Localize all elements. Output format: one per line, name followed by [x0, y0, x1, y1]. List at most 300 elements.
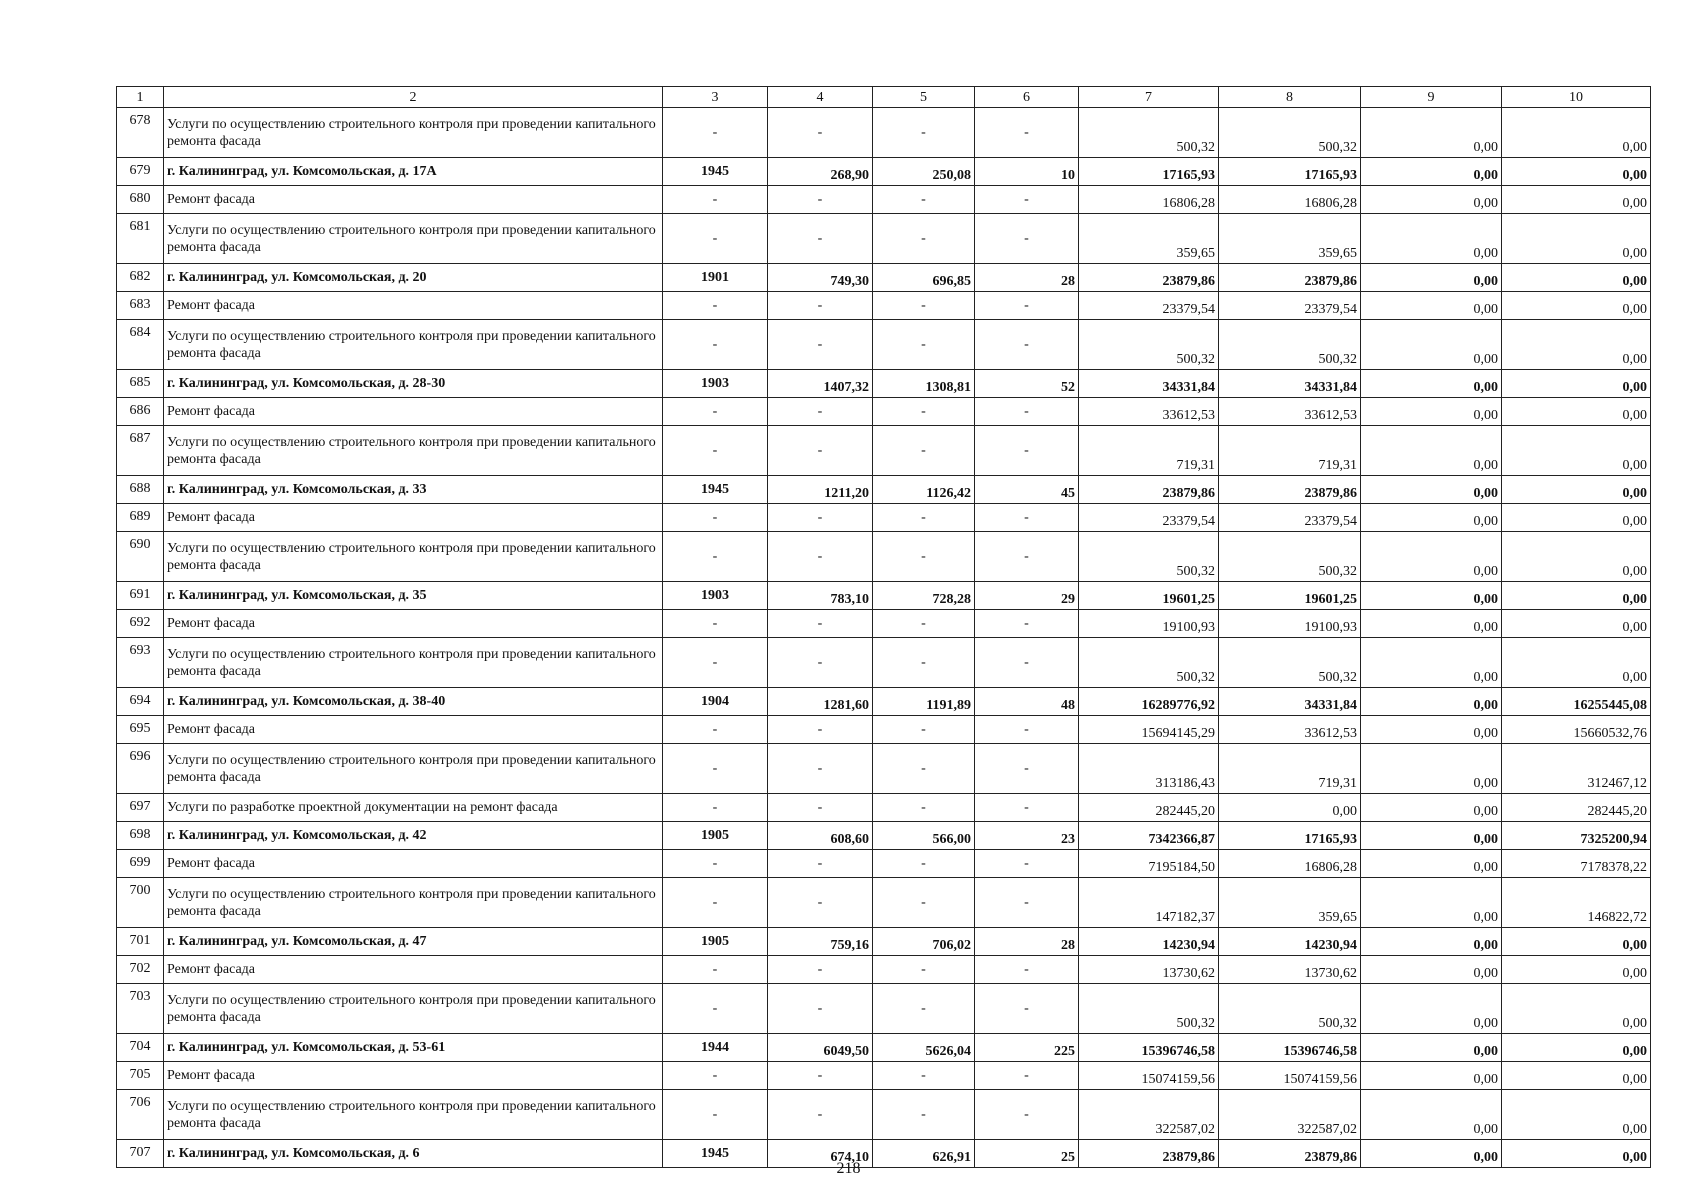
- item-name-cell: Ремонт фасада: [164, 186, 663, 214]
- value-cell-c9: 0,00: [1361, 108, 1502, 158]
- value-cell-c9: 0,00: [1361, 398, 1502, 426]
- value-cell-c3: -: [663, 744, 768, 794]
- value-cell-c10: 16255445,08: [1502, 688, 1651, 716]
- value-cell-c6: -: [975, 794, 1079, 822]
- table-row: [117, 292, 1651, 320]
- value-cell-c3: 1945: [663, 1140, 768, 1168]
- value-cell-c9: 0,00: [1361, 610, 1502, 638]
- value-cell-c3: -: [663, 716, 768, 744]
- value-cell-c9: 0,00: [1361, 850, 1502, 878]
- header-cell: 10: [1502, 87, 1651, 108]
- row-number-cell: 695: [117, 716, 164, 744]
- value-cell-c7: 313186,43: [1079, 744, 1219, 794]
- value-cell-c4: -: [768, 984, 873, 1034]
- table-row: [117, 320, 1651, 370]
- value-cell-c5: 728,28: [873, 582, 975, 610]
- item-name-cell: Ремонт фасада: [164, 292, 663, 320]
- value-cell-c3: 1903: [663, 582, 768, 610]
- value-cell-c10: 0,00: [1502, 426, 1651, 476]
- table-row: [117, 1090, 1651, 1140]
- item-name-cell: Услуги по осуществлению строительного контроля при проведении капитального ремонта фасада: [164, 426, 663, 476]
- value-cell-c5: 566,00: [873, 822, 975, 850]
- value-cell-c9: 0,00: [1361, 532, 1502, 582]
- value-cell-c6: -: [975, 398, 1079, 426]
- value-cell-c4: -: [768, 1062, 873, 1090]
- item-name-cell: Ремонт фасада: [164, 398, 663, 426]
- value-cell-c9: 0,00: [1361, 186, 1502, 214]
- table-row: [117, 716, 1651, 744]
- table-row: [117, 426, 1651, 476]
- value-cell-c10: 0,00: [1502, 398, 1651, 426]
- header-cell: 9: [1361, 87, 1502, 108]
- item-name-cell: Ремонт фасада: [164, 956, 663, 984]
- value-cell-c4: 268,90: [768, 158, 873, 186]
- value-cell-c4: 1211,20: [768, 476, 873, 504]
- value-cell-c6: 28: [975, 928, 1079, 956]
- value-cell-c7: 282445,20: [1079, 794, 1219, 822]
- value-cell-c9: 0,00: [1361, 928, 1502, 956]
- value-cell-c10: 0,00: [1502, 956, 1651, 984]
- value-cell-c4: -: [768, 532, 873, 582]
- value-cell-c5: -: [873, 956, 975, 984]
- row-number-cell: 690: [117, 532, 164, 582]
- value-cell-c3: 1905: [663, 928, 768, 956]
- value-cell-c5: 696,85: [873, 264, 975, 292]
- value-cell-c5: -: [873, 850, 975, 878]
- value-cell-c5: 1308,81: [873, 370, 975, 398]
- value-cell-c8: 719,31: [1219, 426, 1361, 476]
- item-name-cell: Услуги по осуществлению строительного контроля при проведении капитального ремонта фасада: [164, 532, 663, 582]
- value-cell-c9: 0,00: [1361, 476, 1502, 504]
- value-cell-c10: 0,00: [1502, 504, 1651, 532]
- value-cell-c9: 0,00: [1361, 744, 1502, 794]
- value-cell-c8: 14230,94: [1219, 928, 1361, 956]
- value-cell-c7: 23879,86: [1079, 264, 1219, 292]
- value-cell-c4: -: [768, 744, 873, 794]
- value-cell-c8: 15396746,58: [1219, 1034, 1361, 1062]
- value-cell-c7: 13730,62: [1079, 956, 1219, 984]
- value-cell-c7: 359,65: [1079, 214, 1219, 264]
- value-cell-c4: -: [768, 292, 873, 320]
- value-cell-c6: -: [975, 214, 1079, 264]
- value-cell-c7: 23879,86: [1079, 476, 1219, 504]
- value-cell-c10: 0,00: [1502, 320, 1651, 370]
- item-name-cell: Услуги по разработке проектной документации на ремонт фасада: [164, 794, 663, 822]
- item-name-cell: г. Калининград, ул. Комсомольская, д. 28-30: [164, 370, 663, 398]
- value-cell-c6: -: [975, 878, 1079, 928]
- column-number-header-row: [117, 87, 1651, 108]
- value-cell-c6: -: [975, 108, 1079, 158]
- value-cell-c9: 0,00: [1361, 688, 1502, 716]
- row-number-cell: 693: [117, 638, 164, 688]
- value-cell-c7: 500,32: [1079, 984, 1219, 1034]
- value-cell-c7: 500,32: [1079, 320, 1219, 370]
- value-cell-c10: 15660532,76: [1502, 716, 1651, 744]
- value-cell-c8: 500,32: [1219, 532, 1361, 582]
- value-cell-c9: 0,00: [1361, 292, 1502, 320]
- table-row: [117, 610, 1651, 638]
- value-cell-c8: 359,65: [1219, 878, 1361, 928]
- value-cell-c4: -: [768, 878, 873, 928]
- value-cell-c6: 29: [975, 582, 1079, 610]
- value-cell-c4: 6049,50: [768, 1034, 873, 1062]
- address-row: [117, 158, 1651, 186]
- value-cell-c9: 0,00: [1361, 1140, 1502, 1168]
- value-cell-c6: -: [975, 716, 1079, 744]
- value-cell-c3: -: [663, 292, 768, 320]
- value-cell-c10: 0,00: [1502, 292, 1651, 320]
- value-cell-c5: 626,91: [873, 1140, 975, 1168]
- row-number-cell: 705: [117, 1062, 164, 1090]
- value-cell-c8: 359,65: [1219, 214, 1361, 264]
- row-number-cell: 700: [117, 878, 164, 928]
- value-cell-c3: -: [663, 956, 768, 984]
- value-cell-c10: 0,00: [1502, 370, 1651, 398]
- value-cell-c8: 500,32: [1219, 108, 1361, 158]
- item-name-cell: Услуги по осуществлению строительного контроля при проведении капитального ремонта фасада: [164, 214, 663, 264]
- table-row: [117, 214, 1651, 264]
- value-cell-c7: 19601,25: [1079, 582, 1219, 610]
- value-cell-c10: 0,00: [1502, 1090, 1651, 1140]
- value-cell-c4: -: [768, 610, 873, 638]
- row-number-cell: 685: [117, 370, 164, 398]
- value-cell-c9: 0,00: [1361, 264, 1502, 292]
- table-row: [117, 956, 1651, 984]
- value-cell-c7: 15694145,29: [1079, 716, 1219, 744]
- row-number-cell: 697: [117, 794, 164, 822]
- value-cell-c10: 0,00: [1502, 984, 1651, 1034]
- value-cell-c9: 0,00: [1361, 504, 1502, 532]
- value-cell-c10: 0,00: [1502, 638, 1651, 688]
- value-cell-c10: 0,00: [1502, 108, 1651, 158]
- value-cell-c9: 0,00: [1361, 956, 1502, 984]
- value-cell-c4: 674,10: [768, 1140, 873, 1168]
- value-cell-c7: 34331,84: [1079, 370, 1219, 398]
- value-cell-c8: 322587,02: [1219, 1090, 1361, 1140]
- value-cell-c6: -: [975, 320, 1079, 370]
- value-cell-c9: 0,00: [1361, 320, 1502, 370]
- value-cell-c8: 15074159,56: [1219, 1062, 1361, 1090]
- value-cell-c8: 0,00: [1219, 794, 1361, 822]
- item-name-cell: г. Калининград, ул. Комсомольская, д. 35: [164, 582, 663, 610]
- value-cell-c5: -: [873, 504, 975, 532]
- row-number-cell: 680: [117, 186, 164, 214]
- value-cell-c8: 16806,28: [1219, 850, 1361, 878]
- value-cell-c7: 16806,28: [1079, 186, 1219, 214]
- value-cell-c7: 500,32: [1079, 108, 1219, 158]
- page-number: 218: [836, 1160, 861, 1177]
- value-cell-c3: 1903: [663, 370, 768, 398]
- value-cell-c4: -: [768, 426, 873, 476]
- value-cell-c8: 23879,86: [1219, 264, 1361, 292]
- value-cell-c3: -: [663, 398, 768, 426]
- value-cell-c4: 608,60: [768, 822, 873, 850]
- value-cell-c3: -: [663, 214, 768, 264]
- value-cell-c9: 0,00: [1361, 426, 1502, 476]
- value-cell-c4: -: [768, 794, 873, 822]
- item-name-cell: Услуги по осуществлению строительного контроля при проведении капитального ремонта фасада: [164, 744, 663, 794]
- value-cell-c10: 312467,12: [1502, 744, 1651, 794]
- item-name-cell: Услуги по осуществлению строительного контроля при проведении капитального ремонта фасада: [164, 638, 663, 688]
- value-cell-c6: 52: [975, 370, 1079, 398]
- value-cell-c3: 1905: [663, 822, 768, 850]
- value-cell-c3: -: [663, 532, 768, 582]
- value-cell-c4: 759,16: [768, 928, 873, 956]
- value-cell-c4: -: [768, 850, 873, 878]
- address-row: [117, 582, 1651, 610]
- value-cell-c8: 13730,62: [1219, 956, 1361, 984]
- item-name-cell: г. Калининград, ул. Комсомольская, д. 20: [164, 264, 663, 292]
- value-cell-c3: -: [663, 878, 768, 928]
- row-number-cell: 698: [117, 822, 164, 850]
- value-cell-c6: 10: [975, 158, 1079, 186]
- value-cell-c5: 1126,42: [873, 476, 975, 504]
- item-name-cell: г. Калининград, ул. Комсомольская, д. 17А: [164, 158, 663, 186]
- value-cell-c3: -: [663, 320, 768, 370]
- row-number-cell: 688: [117, 476, 164, 504]
- value-cell-c9: 0,00: [1361, 1090, 1502, 1140]
- value-cell-c10: 0,00: [1502, 1034, 1651, 1062]
- value-cell-c10: 0,00: [1502, 186, 1651, 214]
- value-cell-c8: 23379,54: [1219, 504, 1361, 532]
- header-cell: 4: [768, 87, 873, 108]
- row-number-cell: 678: [117, 108, 164, 158]
- header-cell: 6: [975, 87, 1079, 108]
- value-cell-c6: -: [975, 532, 1079, 582]
- item-name-cell: Услуги по осуществлению строительного контроля при проведении капитального ремонта фасада: [164, 878, 663, 928]
- value-cell-c5: -: [873, 292, 975, 320]
- item-name-cell: г. Калининград, ул. Комсомольская, д. 6: [164, 1140, 663, 1168]
- value-cell-c4: -: [768, 214, 873, 264]
- value-cell-c5: -: [873, 108, 975, 158]
- value-cell-c10: 7178378,22: [1502, 850, 1651, 878]
- value-cell-c8: 500,32: [1219, 984, 1361, 1034]
- value-cell-c4: 749,30: [768, 264, 873, 292]
- value-cell-c4: -: [768, 186, 873, 214]
- value-cell-c5: -: [873, 744, 975, 794]
- row-number-cell: 683: [117, 292, 164, 320]
- row-number-cell: 694: [117, 688, 164, 716]
- value-cell-c5: -: [873, 532, 975, 582]
- row-number-cell: 687: [117, 426, 164, 476]
- value-cell-c3: -: [663, 186, 768, 214]
- header-cell: 1: [117, 87, 164, 108]
- header-cell: 7: [1079, 87, 1219, 108]
- value-cell-c10: 0,00: [1502, 1140, 1651, 1168]
- value-cell-c10: 0,00: [1502, 532, 1651, 582]
- value-cell-c6: -: [975, 956, 1079, 984]
- row-number-cell: 706: [117, 1090, 164, 1140]
- item-name-cell: Ремонт фасада: [164, 850, 663, 878]
- value-cell-c10: 0,00: [1502, 582, 1651, 610]
- value-cell-c7: 33612,53: [1079, 398, 1219, 426]
- value-cell-c4: -: [768, 398, 873, 426]
- value-cell-c5: -: [873, 716, 975, 744]
- value-cell-c3: 1904: [663, 688, 768, 716]
- value-cell-c5: -: [873, 320, 975, 370]
- address-row: [117, 264, 1651, 292]
- table-row: [117, 504, 1651, 532]
- value-cell-c4: -: [768, 1090, 873, 1140]
- value-cell-c7: 19100,93: [1079, 610, 1219, 638]
- value-cell-c5: -: [873, 878, 975, 928]
- value-cell-c3: 1945: [663, 158, 768, 186]
- value-cell-c6: -: [975, 186, 1079, 214]
- value-cell-c6: -: [975, 426, 1079, 476]
- header-cell: 3: [663, 87, 768, 108]
- value-cell-c10: 282445,20: [1502, 794, 1651, 822]
- address-row: [117, 822, 1651, 850]
- value-cell-c5: 706,02: [873, 928, 975, 956]
- row-number-cell: 701: [117, 928, 164, 956]
- value-cell-c7: 15396746,58: [1079, 1034, 1219, 1062]
- value-cell-c8: 34331,84: [1219, 370, 1361, 398]
- item-name-cell: г. Калининград, ул. Комсомольская, д. 42: [164, 822, 663, 850]
- value-cell-c3: 1944: [663, 1034, 768, 1062]
- value-cell-c9: 0,00: [1361, 158, 1502, 186]
- value-cell-c3: -: [663, 850, 768, 878]
- value-cell-c5: 250,08: [873, 158, 975, 186]
- table-row: [117, 186, 1651, 214]
- value-cell-c6: 225: [975, 1034, 1079, 1062]
- value-cell-c5: -: [873, 426, 975, 476]
- address-row: [117, 928, 1651, 956]
- value-cell-c7: 14230,94: [1079, 928, 1219, 956]
- value-cell-c9: 0,00: [1361, 1062, 1502, 1090]
- value-cell-c10: 0,00: [1502, 214, 1651, 264]
- value-cell-c8: 16806,28: [1219, 186, 1361, 214]
- table-body: [117, 108, 1651, 1168]
- item-name-cell: г. Калининград, ул. Комсомольская, д. 33: [164, 476, 663, 504]
- value-cell-c9: 0,00: [1361, 638, 1502, 688]
- value-cell-c6: 28: [975, 264, 1079, 292]
- value-cell-c9: 0,00: [1361, 214, 1502, 264]
- value-cell-c7: 500,32: [1079, 532, 1219, 582]
- value-cell-c3: 1901: [663, 264, 768, 292]
- item-name-cell: Услуги по осуществлению строительного контроля при проведении капитального ремонта фасада: [164, 108, 663, 158]
- value-cell-c7: 15074159,56: [1079, 1062, 1219, 1090]
- value-cell-c7: 17165,93: [1079, 158, 1219, 186]
- value-cell-c8: 500,32: [1219, 638, 1361, 688]
- value-cell-c6: -: [975, 638, 1079, 688]
- table-row: [117, 1062, 1651, 1090]
- value-cell-c10: 0,00: [1502, 476, 1651, 504]
- row-number-cell: 689: [117, 504, 164, 532]
- value-cell-c9: 0,00: [1361, 716, 1502, 744]
- table-row: [117, 850, 1651, 878]
- table-row: [117, 398, 1651, 426]
- item-name-cell: Услуги по осуществлению строительного контроля при проведении капитального ремонта фасада: [164, 320, 663, 370]
- address-row: [117, 476, 1651, 504]
- table-row: [117, 108, 1651, 158]
- value-cell-c5: -: [873, 638, 975, 688]
- header-cell: 5: [873, 87, 975, 108]
- value-cell-c9: 0,00: [1361, 582, 1502, 610]
- value-cell-c6: -: [975, 984, 1079, 1034]
- value-cell-c8: 33612,53: [1219, 398, 1361, 426]
- value-cell-c5: -: [873, 984, 975, 1034]
- row-number-cell: 686: [117, 398, 164, 426]
- value-cell-c3: -: [663, 108, 768, 158]
- item-name-cell: Ремонт фасада: [164, 1062, 663, 1090]
- row-number-cell: 702: [117, 956, 164, 984]
- value-cell-c6: 23: [975, 822, 1079, 850]
- value-cell-c8: 17165,93: [1219, 822, 1361, 850]
- value-cell-c8: 19100,93: [1219, 610, 1361, 638]
- value-cell-c7: 7342366,87: [1079, 822, 1219, 850]
- value-cell-c4: -: [768, 716, 873, 744]
- value-cell-c8: 33612,53: [1219, 716, 1361, 744]
- value-cell-c4: 1281,60: [768, 688, 873, 716]
- value-cell-c10: 146822,72: [1502, 878, 1651, 928]
- repair-cost-table: [116, 86, 1651, 1168]
- header-cell: 2: [164, 87, 663, 108]
- value-cell-c3: -: [663, 504, 768, 532]
- value-cell-c9: 0,00: [1361, 822, 1502, 850]
- value-cell-c4: 1407,32: [768, 370, 873, 398]
- value-cell-c4: -: [768, 320, 873, 370]
- value-cell-c7: 500,32: [1079, 638, 1219, 688]
- header-cell: 8: [1219, 87, 1361, 108]
- table-row: [117, 532, 1651, 582]
- value-cell-c3: -: [663, 638, 768, 688]
- value-cell-c7: 23379,54: [1079, 504, 1219, 532]
- value-cell-c9: 0,00: [1361, 370, 1502, 398]
- value-cell-c9: 0,00: [1361, 794, 1502, 822]
- value-cell-c5: 1191,89: [873, 688, 975, 716]
- address-row: [117, 688, 1651, 716]
- table-row: [117, 984, 1651, 1034]
- value-cell-c10: 0,00: [1502, 264, 1651, 292]
- item-name-cell: Услуги по осуществлению строительного контроля при проведении капитального ремонта фасада: [164, 1090, 663, 1140]
- value-cell-c4: -: [768, 956, 873, 984]
- value-cell-c5: -: [873, 186, 975, 214]
- value-cell-c6: 48: [975, 688, 1079, 716]
- value-cell-c6: -: [975, 610, 1079, 638]
- value-cell-c5: 5626,04: [873, 1034, 975, 1062]
- value-cell-c5: -: [873, 1062, 975, 1090]
- value-cell-c6: -: [975, 850, 1079, 878]
- value-cell-c3: -: [663, 794, 768, 822]
- row-number-cell: 684: [117, 320, 164, 370]
- value-cell-c5: -: [873, 214, 975, 264]
- row-number-cell: 682: [117, 264, 164, 292]
- item-name-cell: г. Калининград, ул. Комсомольская, д. 47: [164, 928, 663, 956]
- value-cell-c10: 0,00: [1502, 928, 1651, 956]
- value-cell-c6: -: [975, 504, 1079, 532]
- value-cell-c3: -: [663, 1062, 768, 1090]
- table-row: [117, 794, 1651, 822]
- value-cell-c5: -: [873, 610, 975, 638]
- address-row: [117, 370, 1651, 398]
- table-row: [117, 878, 1651, 928]
- item-name-cell: Ремонт фасада: [164, 610, 663, 638]
- value-cell-c4: -: [768, 504, 873, 532]
- value-cell-c4: -: [768, 638, 873, 688]
- value-cell-c8: 34331,84: [1219, 688, 1361, 716]
- value-cell-c4: -: [768, 108, 873, 158]
- value-cell-c5: -: [873, 398, 975, 426]
- value-cell-c6: -: [975, 744, 1079, 794]
- value-cell-c7: 16289776,92: [1079, 688, 1219, 716]
- value-cell-c10: 0,00: [1502, 1062, 1651, 1090]
- value-cell-c6: -: [975, 1062, 1079, 1090]
- value-cell-c4: 783,10: [768, 582, 873, 610]
- value-cell-c9: 0,00: [1361, 984, 1502, 1034]
- table-row: [117, 744, 1651, 794]
- value-cell-c7: 322587,02: [1079, 1090, 1219, 1140]
- value-cell-c7: 23379,54: [1079, 292, 1219, 320]
